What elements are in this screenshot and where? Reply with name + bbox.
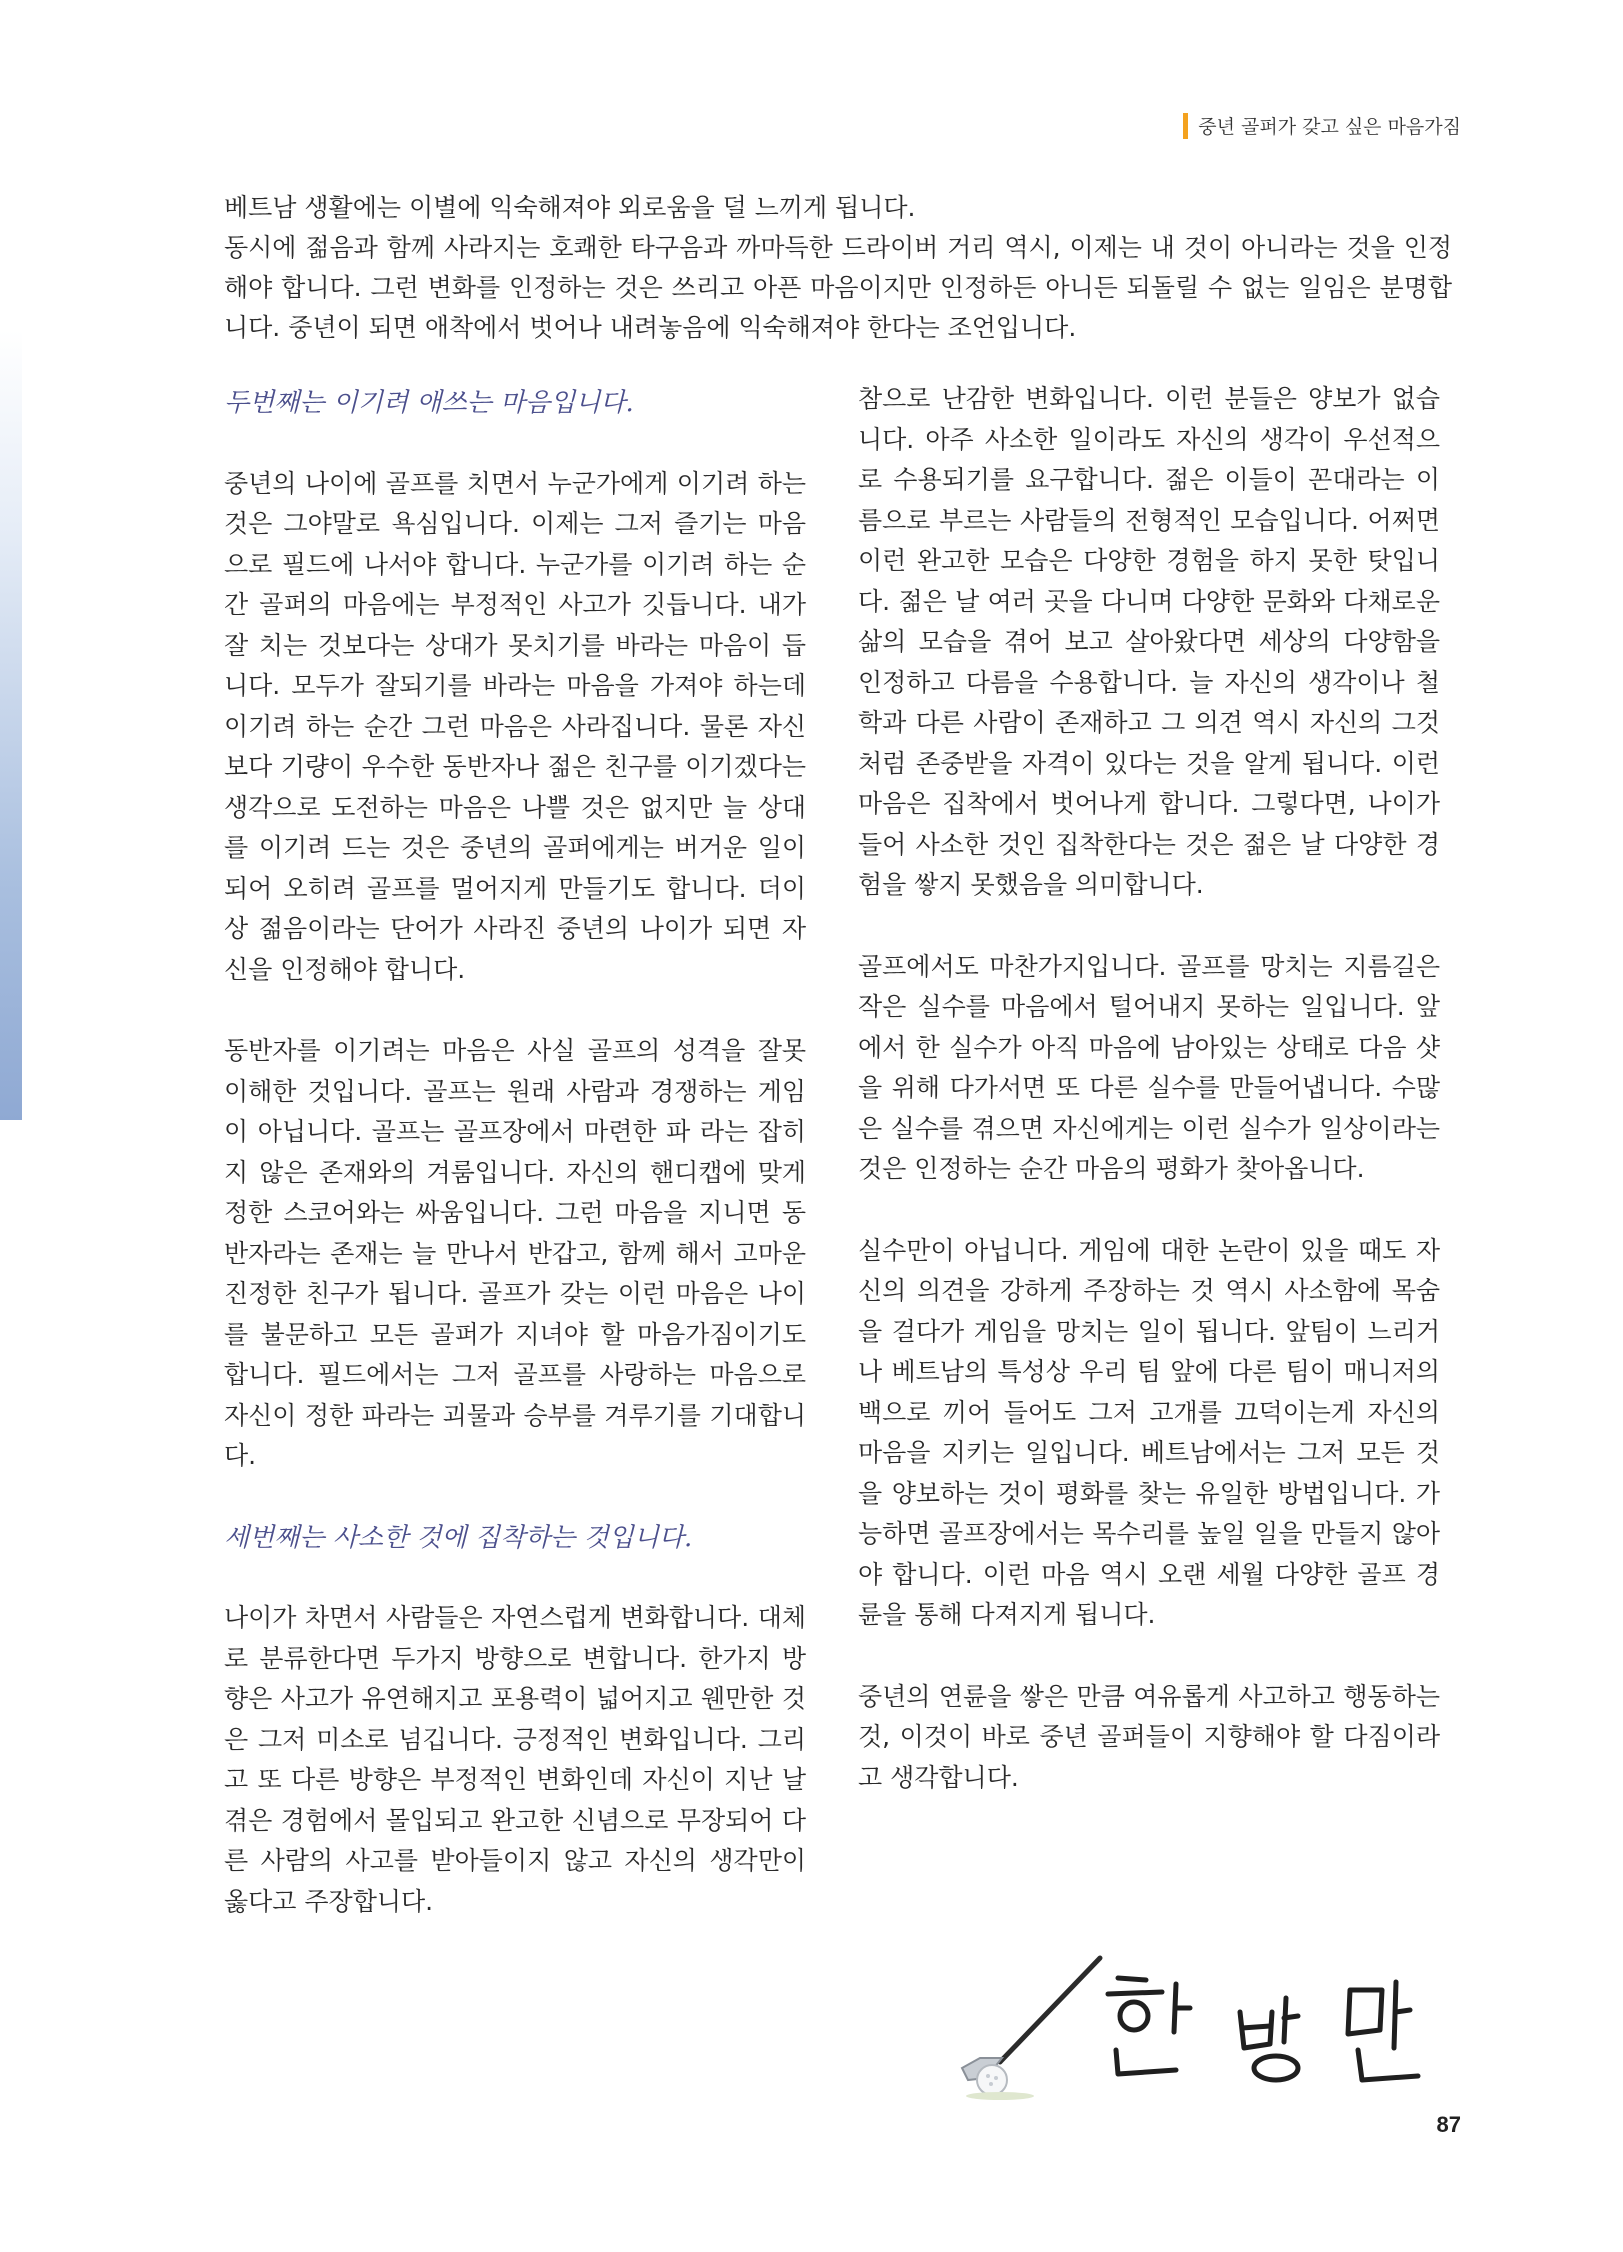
page-number: 87 — [1436, 2112, 1461, 2137]
handwritten-signature — [940, 1950, 1460, 2100]
section-heading-second: 두번째는 이기려 애쓰는 마음입니다. — [224, 388, 634, 418]
running-header — [1183, 112, 1461, 139]
section-title: 중년 골퍼가 갖고 싶은 마음가짐 — [1198, 116, 1461, 138]
left-paragraph-2: 동반자를 이기려는 마음은 사실 골프의 성격을 잘못 이해한 것입니다. 골프는 원래 사람과 경쟁하는 게임이 아닙니다. 골프는 골프장에서 마련한 파 라는 잡히지 않은 존재와의 겨룸입니다. 자신의 핸디캡에 맞게 정한 스코어와는 싸움입니다. 그런 마음을 지니면 동반자라는 존재는 늘 만나서 반갑고, 함께 해서 고마운 진정한 친구가 됩니다. 골프가 갖는 이런 마음은 나이를 불문하고 모든 골퍼가 지녀야 할 마음가짐이기도 합니다. 필드에서는 그저 골프를 사랑하는 마음으로 자신이 정한 파라는 괴물과 승부를 겨루기를 기대합니다. — [224, 1036, 806, 1470]
intro-paragraph-1: 베트남 생활에는 이별에 익숙해져야 외로움을 덜 느끼게 됩니다. — [224, 193, 916, 222]
left-paragraph-1: 중년의 나이에 골프를 치면서 누군가에게 이기려 하는 것은 그야말로 욕심입니다. 이제는 그저 즐기는 마음으로 필드에 나서야 합니다. 누군가를 이기려 하는 순간 골퍼의 마음에는 부정적인 사고가 깃듭니다. 내가 잘 치는 것보다는 상대가 못치기를 바라는 마음이 듭니다. 모두가 잘되기를 바라는 마음을 가져야 하는데 이기려 하는 순간 그런 마음은 사라집니다. 물론 자신보다 기량이 우수한 동반자나 젊은 친구를 이기겠다는 생각으로 도전하는 마음은 나쁠 것은 없지만 늘 상대를 이기려 드는 것은 중년의 골퍼에게는 버거운 일이 되어 오히려 골프를 멀어지게 만들기도 합니다. 더이상 젊음이라는 단어가 사라진 중년의 나이가 되면 자신을 인정해야 합니다. — [224, 468, 806, 984]
right-column — [858, 379, 1440, 1839]
right-paragraph-2: 골프에서도 마찬가지입니다. 골프를 망치는 지름길은 작은 실수를 마음에서 털어내지 못하는 일입니다. 앞에서 한 실수가 아직 마음에 남아있는 상태로 다음 샷을 위해 다가서면 또 다른 실수를 만들어냅니다. 수많은 실수를 겪으면 자신에게는 이런 실수가 일상이라는 것은 인정하는 순간 마음의 평화가 찾아옵니다. — [858, 951, 1440, 1183]
left-paragraph-3: 나이가 차면서 사람들은 자연스럽게 변화합니다. 대체로 분류한다면 두가지 방향으로 변합니다. 한가지 방향은 사고가 유연해지고 포용력이 넓어지고 웬만한 것은 그저 미소로 넘깁니다. 긍정적인 변화입니다. 그리고 또 다른 방향은 부정적인 변화인데 자신이 지난 날 겪은 경험에서 몰입되고 완고한 신념으로 무장되어 다른 사람의 사고를 받아들이지 않고 자신의 생각만이 옳다고 주장합니다. — [224, 1603, 806, 1916]
intro-paragraph-2: 동시에 젊음과 함께 사라지는 호쾌한 타구음과 까마득한 드라이버 거리 역시, 이제는 내 것이 아니라는 것을 인정해야 합니다. 그런 변화를 인정하는 것은 쓰리고 아픈 마음이지만 인정하든 아니든 되돌릴 수 없는 일임은 분명합니다. 중년이 되면 애착에서 벗어나 내려놓음에 익숙해져야 한다는 조언입니다. — [224, 233, 1452, 342]
right-paragraph-4: 중년의 연륜을 쌓은 만큼 여유롭게 사고하고 행동하는 것, 이것이 바로 중년 골퍼들이 지향해야 할 다짐이라고 생각합니다. — [858, 1681, 1440, 1792]
right-paragraph-1: 참으로 난감한 변화입니다. 이런 분들은 양보가 없습니다. 아주 사소한 일이라도 자신의 생각이 우선적으로 수용되기를 요구합니다. 젊은 이들이 꼰대라는 이름으로 부르는 사람들의 전형적인 모습입니다. 어쩌면 이런 완고한 모습은 다양한 경험을 하지 못한 탓입니다. 젊은 날 여러 곳을 다니며 다양한 문화와 다채로운 삶의 모습을 겪어 보고 살아왔다면 세상의 다양함을 인정하고 다름을 수용합니다. 늘 자신의 생각이나 철학과 다른 사람이 존재하고 그 의견 역시 자신의 그것처럼 존중받을 자격이 있다는 것을 알게 됩니다. 이런 마음은 집착에서 벗어나게 합니다. 그렇다면, 나이가 들어 사소한 것인 집착한다는 것은 젊은 날 다양한 경험을 쌓지 못했음을 의미합니다. — [858, 384, 1440, 899]
right-paragraph-3: 실수만이 아닙니다. 게임에 대한 논란이 있을 때도 자신의 의견을 강하게 주장하는 것 역시 사소함에 목숨을 걸다가 게임을 망치는 일이 됩니다. 앞팀이 느리거나 베트남의 특성상 우리 팀 앞에 다른 팀이 매니저의 백으로 끼어 들어도 그저 고개를 끄덕이는게 자신의 마음을 지키는 일입니다. 베트남에서는 그저 모든 것을 양보하는 것이 평화를 찾는 유일한 방법입니다. 가능하면 골프장에서는 목수리를 높일 일을 만들지 않아야 합니다. 이런 마음 역시 오랜 세월 다양한 골프 경륜을 통해 다져지게 됩니다. — [858, 1235, 1440, 1629]
side-decoration-bar — [0, 330, 22, 1120]
intro-text — [224, 188, 1452, 348]
author-signature-area — [940, 1950, 1460, 2100]
header-accent-mark — [1183, 113, 1188, 139]
section-heading-third: 세번째는 사소한 것에 집착하는 것입니다. — [224, 1522, 693, 1553]
left-column — [224, 383, 806, 1963]
